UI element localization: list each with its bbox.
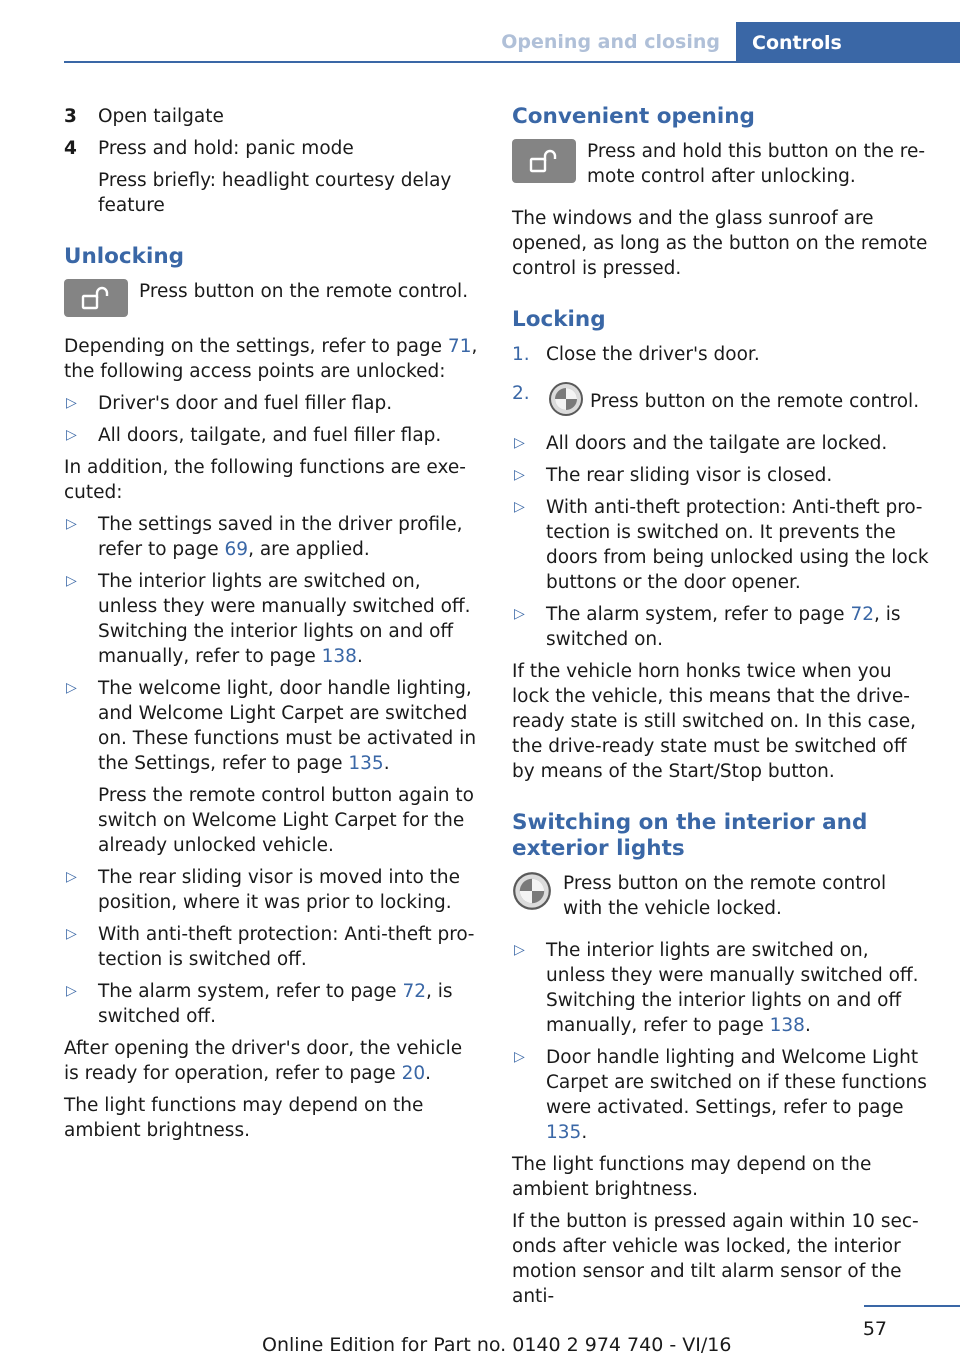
lights-heading: Switching on the interior and exterior lights	[512, 810, 868, 861]
list-item: ▷ Driver's door and fuel filler flap.	[64, 391, 480, 416]
step-number: 2.	[512, 383, 530, 404]
item-text: Open tailgate	[98, 106, 224, 127]
list-item: ▷ All doors, tailgate, and fuel filler flap.	[64, 423, 480, 448]
unlock-intro: Depending on the settings, refer to page 71, the following access points are unlocked:	[64, 336, 478, 382]
locking-results-list	[512, 431, 930, 652]
list-item: ▷ The rear sliding visor is closed.	[512, 463, 930, 488]
right-column	[512, 104, 930, 1316]
list-item: ▷ The rear sliding visor is moved into the position, where it was prior to locking.	[64, 865, 480, 915]
page-link-135[interactable]: 135	[348, 753, 384, 774]
list-item: ▷ Door handle lighting and Welcome Light Carpet are switched on if these functions were activated. Settings, refer to page 135.	[512, 1045, 930, 1145]
unlock-instruction	[64, 279, 480, 317]
horn-note: If the vehicle horn honks twice when you lock the vehicle, this means that the drive-ready state is still switched on. In this case, the drive-ready state must be switched off by means of the Start/Stop button.	[512, 661, 917, 782]
unlock-addition: In addition, the following functions are executed:	[64, 457, 466, 503]
unlock-instruction-text: Press button on the remote control.	[139, 281, 469, 302]
list-item: ▷ The interior lights are switched on, unless they were manually switched off. Switching the interior lights on and off manually, refer to page 138.	[512, 938, 930, 1038]
list-item: ▷ The settings saved in the driver profile, refer to page 69, are applied.	[64, 512, 480, 562]
locking-heading: Locking	[512, 307, 606, 332]
convenient-opening-heading: Convenient opening	[512, 104, 755, 129]
item-number: 4	[64, 138, 77, 159]
list-item: ▷ With anti-theft protection: Anti-theft protection is switched on. It prevents the doors from being unlocked using the lock buttons or the door opener.	[512, 495, 930, 595]
unlock-function-list	[64, 512, 480, 1029]
header-chapter-tab: Controls	[736, 22, 960, 62]
convenient-instruction-text: Press and hold this button on the remote control after unlocking.	[587, 141, 926, 187]
footer-edition: Online Edition for Part no. 0140 2 974 740 - VI/16	[262, 1334, 732, 1356]
convenient-para: The windows and the glass sunroof are opened, as long as the button on the remote control is pressed.	[512, 208, 928, 279]
convenient-instruction	[512, 139, 930, 189]
step-1: 1. Close the driver's door.	[512, 344, 760, 365]
unlocking-heading: Unlocking	[64, 244, 185, 269]
locking-steps	[512, 342, 930, 424]
lights-instruction-text: Press button on the remote control with the vehicle locked.	[563, 873, 887, 919]
item-number: 3	[64, 106, 77, 127]
page-link-138[interactable]: 138	[321, 646, 357, 667]
list-item-subtext: Press the remote control button again to switch on Welcome Light Carpet for the already unlocked vehicle.	[98, 785, 474, 856]
header-rule	[64, 61, 960, 63]
page-link-72[interactable]: 72	[402, 981, 426, 1002]
bmw-logo-icon	[548, 381, 584, 424]
page-link-72[interactable]: 72	[850, 604, 874, 625]
header-section-title: Opening and closing	[501, 31, 720, 53]
footer-rule	[864, 1305, 960, 1307]
unlock-icon	[512, 139, 576, 183]
list-item-4	[64, 136, 480, 218]
page-link-138[interactable]: 138	[769, 1015, 805, 1036]
list-item: ▷ With anti-theft protection: Anti-theft protection is switched off.	[64, 922, 480, 972]
list-item: ▷ The interior lights are switched on, unless they were manually switched off. Switching the interior lights on and off manually, refer to page 138.	[64, 569, 480, 669]
page-link-20[interactable]: 20	[401, 1063, 426, 1084]
step-2: 2. Press button on the remote control.	[512, 381, 930, 424]
page-number: 57	[862, 1318, 887, 1340]
list-item: ▷ The alarm system, refer to page 72, is switched off.	[64, 979, 480, 1029]
list-item: ▷ The alarm system, refer to page 72, is switched on.	[512, 602, 930, 652]
lights-results-list	[512, 938, 930, 1145]
page-link-71[interactable]: 71	[447, 336, 472, 357]
left-column	[64, 104, 480, 1150]
lights-ambient-note: The light functions may depend on the ambient brightness.	[512, 1154, 872, 1200]
step-number: 1.	[512, 344, 530, 365]
list-item: ▷ The welcome light, door handle lighting, and Welcome Light Carpet are switched on. These functions must be activated in the Settings, refer to page 135. Press the remote control button again to switch on Welcome Light Carpet for the already unlocked vehicle.	[64, 676, 480, 858]
lights-instruction	[512, 871, 930, 921]
item-subtext: Press briefly: headlight courtesy delay feature	[98, 170, 452, 216]
list-item-3	[64, 104, 480, 129]
list-item: ▷ All doors and the tailgate are locked.	[512, 431, 930, 456]
lights-again-note: If the button is pressed again within 10 seconds after vehicle was locked, the interior motion sensor and tilt alarm sensor of the anti-	[512, 1211, 919, 1307]
bmw-logo-icon	[512, 871, 552, 911]
unlock-ambient-note: The light functions may depend on the ambient brightness.	[64, 1095, 424, 1141]
unlock-icon	[64, 279, 128, 317]
unlock-access-list	[64, 391, 480, 448]
page-link-69[interactable]: 69	[224, 539, 249, 560]
item-text: Press and hold: panic mode	[98, 138, 354, 159]
page-link-135[interactable]: 135	[546, 1122, 582, 1143]
unlock-after: After opening the driver's door, the vehicle is ready for operation, refer to page 20.	[64, 1038, 463, 1084]
